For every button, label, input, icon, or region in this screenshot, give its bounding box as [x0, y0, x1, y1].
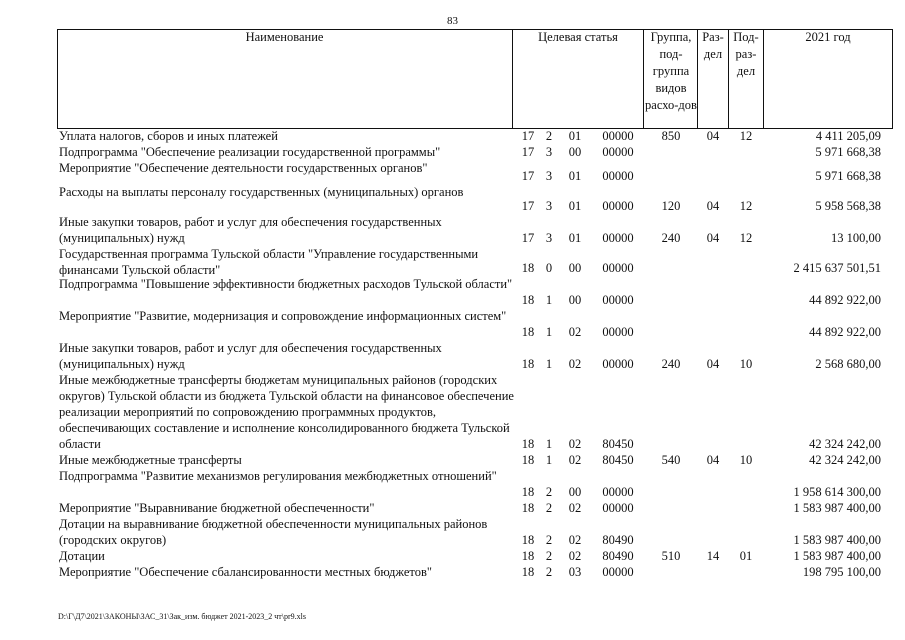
- row-code-s: 0: [545, 261, 553, 275]
- row-code-s: 2: [545, 549, 553, 563]
- row-code-p: 18: [521, 325, 535, 339]
- row-code-s: 2: [545, 129, 553, 143]
- row-code-d: 00000: [602, 485, 634, 499]
- row-code-m: 01: [568, 169, 582, 183]
- row-amount: 44 892 922,00: [809, 293, 881, 307]
- row-code-p: 18: [521, 453, 535, 467]
- table-row: [57, 246, 893, 276]
- row-code-rz: 04: [706, 199, 720, 213]
- row-code-pr: 12: [739, 199, 753, 213]
- row-code-m: 02: [568, 533, 582, 547]
- row-code-d: 00000: [602, 325, 634, 339]
- row-code-p: 17: [521, 145, 535, 159]
- row-code-m: 01: [568, 199, 582, 213]
- row-code-s: 1: [545, 357, 553, 371]
- table-row: [57, 548, 893, 564]
- row-code-pr: 12: [739, 129, 753, 143]
- row-code-grp: 540: [661, 453, 681, 467]
- table-row: [57, 372, 893, 452]
- row-code-m: 00: [568, 145, 582, 159]
- row-name: Иные закупки товаров, работ и услуг для обеспечения государственных (муниципальных) нужд: [59, 215, 442, 245]
- row-code-p: 17: [521, 231, 535, 245]
- row-amount: 1 958 614 300,00: [793, 485, 881, 499]
- row-name: Иные закупки товаров, работ и услуг для обеспечения государственных (муниципальных) нужд: [59, 341, 442, 371]
- row-amount: 42 324 242,00: [809, 437, 881, 451]
- table-row: [57, 214, 893, 246]
- header-name: Наименование: [245, 30, 324, 44]
- row-amount: 5 971 668,38: [815, 169, 881, 183]
- row-amount: 198 795 100,00: [802, 565, 881, 579]
- row-code-d: 80450: [602, 453, 634, 467]
- row-code-d: 80450: [602, 437, 634, 451]
- col-sep-2: [643, 29, 644, 129]
- row-code-pr: 10: [739, 357, 753, 371]
- row-code-m: 01: [568, 129, 582, 143]
- row-code-d: 00000: [602, 145, 634, 159]
- table-body: [57, 128, 893, 580]
- row-name: Дотации: [59, 549, 105, 563]
- row-code-s: 2: [545, 533, 553, 547]
- header-year: 2021 год: [805, 30, 851, 44]
- row-name: Подпрограмма "Обеспечение реализации государственной программы": [59, 145, 441, 159]
- row-name: Подпрограмма "Повышение эффективности бюджетных расходов Тульской области": [59, 277, 513, 291]
- row-code-s: 3: [545, 169, 553, 183]
- header-target: Целевая статья: [538, 30, 618, 44]
- table-row: [57, 160, 893, 184]
- row-code-s: 2: [545, 485, 553, 499]
- table-row: [57, 516, 893, 548]
- row-code-m: 03: [568, 565, 582, 579]
- header-subsection: Под-раз-дел: [733, 30, 759, 78]
- row-code-d: 00000: [602, 231, 634, 245]
- row-code-m: 02: [568, 325, 582, 339]
- row-amount: 2 415 637 501,51: [793, 261, 881, 275]
- row-code-grp: 510: [661, 549, 681, 563]
- header-group: Группа, под-группа видов расхо-дов: [645, 30, 697, 112]
- row-code-p: 18: [521, 293, 535, 307]
- table-row: [57, 276, 893, 308]
- row-amount: 4 411 205,09: [815, 129, 881, 143]
- row-code-grp: 120: [661, 199, 681, 213]
- row-code-s: 3: [545, 145, 553, 159]
- table-row: [57, 184, 893, 214]
- row-code-p: 18: [521, 261, 535, 275]
- table-row: [57, 468, 893, 500]
- row-code-s: 2: [545, 501, 553, 515]
- row-code-pr: 01: [739, 549, 753, 563]
- row-code-d: 80490: [602, 533, 634, 547]
- row-code-p: 17: [521, 169, 535, 183]
- row-code-d: 00000: [602, 129, 634, 143]
- row-amount: 1 583 987 400,00: [793, 501, 881, 515]
- file-path-footer: D:\Г\Д7\2021\ЗАКОНЫ\ЗАС_31\Зак_изм. бюджет 2021-2023_2 чт\pr9.xls: [58, 612, 307, 621]
- row-code-p: 18: [521, 501, 535, 515]
- row-name: Дотации на выравнивание бюджетной обеспеченности муниципальных районов (городских округов): [59, 517, 488, 547]
- row-code-d: 00000: [602, 261, 634, 275]
- row-code-m: 01: [568, 231, 582, 245]
- row-code-rz: 14: [706, 549, 720, 563]
- row-code-d: 00000: [602, 199, 634, 213]
- row-code-p: 18: [521, 565, 535, 579]
- row-code-d: 00000: [602, 357, 634, 371]
- row-amount: 5 958 568,38: [815, 199, 881, 213]
- row-name: Государственная программа Тульской области "Управление государственными финансами Тульской области": [59, 247, 479, 277]
- table-row: [57, 340, 893, 372]
- row-code-m: 02: [568, 549, 582, 563]
- row-code-grp: 240: [661, 231, 681, 245]
- row-code-d: 80490: [602, 549, 634, 563]
- table-row: [57, 308, 893, 340]
- row-code-s: 3: [545, 231, 553, 245]
- row-code-p: 18: [521, 533, 535, 547]
- row-amount: 13 100,00: [831, 231, 881, 245]
- row-code-pr: 12: [739, 231, 753, 245]
- row-code-rz: 04: [706, 129, 720, 143]
- row-code-p: 18: [521, 357, 535, 371]
- row-amount: 1 583 987 400,00: [793, 533, 881, 547]
- row-code-m: 00: [568, 293, 582, 307]
- row-name: Мероприятие "Выравнивание бюджетной обеспеченности": [59, 501, 375, 515]
- row-amount: 42 324 242,00: [809, 453, 881, 467]
- row-code-s: 1: [545, 325, 553, 339]
- row-code-p: 17: [521, 199, 535, 213]
- row-amount: 44 892 922,00: [809, 325, 881, 339]
- row-code-d: 00000: [602, 501, 634, 515]
- row-code-m: 00: [568, 261, 582, 275]
- row-name: Мероприятие "Обеспечение сбалансированности местных бюджетов": [59, 565, 432, 579]
- row-code-p: 18: [521, 437, 535, 451]
- table-row: [57, 452, 893, 468]
- row-code-rz: 04: [706, 357, 720, 371]
- row-amount: 2 568 680,00: [815, 357, 881, 371]
- row-code-pr: 10: [739, 453, 753, 467]
- header-section: Раз-дел: [702, 30, 724, 61]
- table-row: [57, 564, 893, 580]
- row-code-s: 3: [545, 199, 553, 213]
- row-code-s: 2: [545, 565, 553, 579]
- row-code-m: 02: [568, 357, 582, 371]
- table-row: [57, 128, 893, 144]
- row-code-d: 00000: [602, 293, 634, 307]
- table-header: [57, 29, 893, 129]
- row-code-m: 00: [568, 485, 582, 499]
- row-amount: 1 583 987 400,00: [793, 549, 881, 563]
- page-number: 83: [447, 15, 458, 27]
- row-code-d: 00000: [602, 565, 634, 579]
- row-code-m: 02: [568, 437, 582, 451]
- row-name: Расходы на выплаты персоналу государственных (муниципальных) органов: [59, 185, 464, 199]
- row-code-s: 1: [545, 293, 553, 307]
- row-code-m: 02: [568, 501, 582, 515]
- row-name: Мероприятие "Обеспечение деятельности государственных органов": [59, 161, 428, 175]
- row-code-s: 1: [545, 437, 553, 451]
- row-name: Уплата налогов, сборов и иных платежей: [59, 129, 278, 143]
- row-code-rz: 04: [706, 231, 720, 245]
- row-amount: 5 971 668,38: [815, 145, 881, 159]
- row-name: Иные межбюджетные трансферты: [59, 453, 242, 467]
- row-code-rz: 04: [706, 453, 720, 467]
- table-row: [57, 144, 893, 160]
- row-name: Мероприятие "Развитие, модернизация и сопровождение информационных систем": [59, 309, 507, 323]
- row-code-p: 17: [521, 129, 535, 143]
- row-code-m: 02: [568, 453, 582, 467]
- row-name: Иные межбюджетные трансферты бюджетам муниципальных районов (городских округов) Тульской области из бюджета Тульской области на финансовое обеспечение реализации мероприятий по сопровождению программных продуктов, обеспечивающих составление и исполнение консолидированного бюджета Тульской области: [59, 373, 514, 451]
- row-code-d: 00000: [602, 169, 634, 183]
- row-code-p: 18: [521, 549, 535, 563]
- table-row: [57, 500, 893, 516]
- row-code-grp: 240: [661, 357, 681, 371]
- row-code-s: 1: [545, 453, 553, 467]
- row-code-p: 18: [521, 485, 535, 499]
- row-code-grp: 850: [661, 129, 681, 143]
- row-name: Подпрограмма "Развитие механизмов регулирования межбюджетных отношений": [59, 469, 497, 483]
